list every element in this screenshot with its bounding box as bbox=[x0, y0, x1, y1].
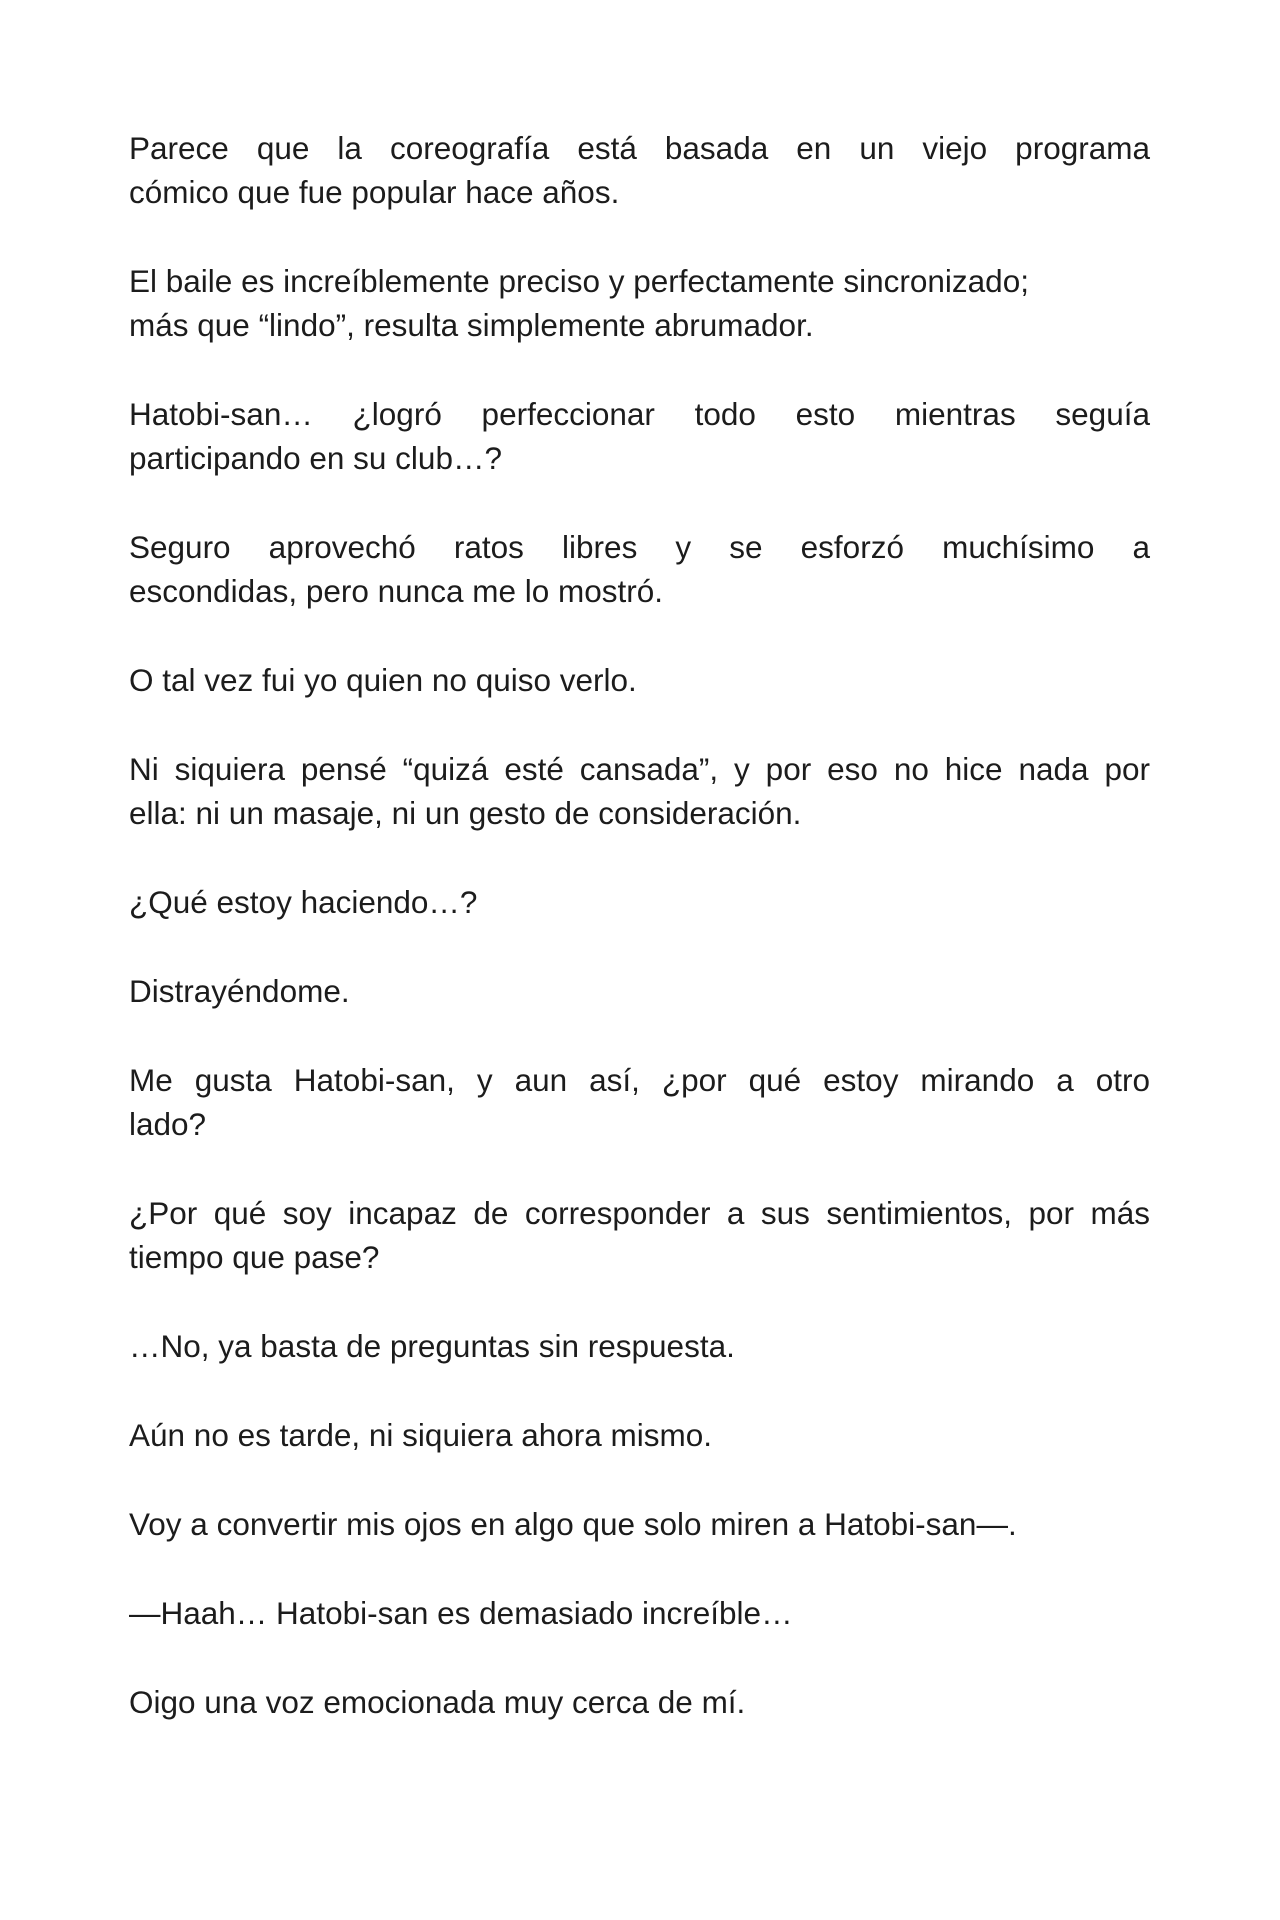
text-line: ¿Qué estoy haciendo…? bbox=[129, 884, 478, 920]
text-line: O tal vez fui yo quien no quiso verlo. bbox=[129, 662, 637, 698]
paragraph-3 bbox=[129, 392, 1150, 480]
text-line: lado? bbox=[129, 1106, 207, 1142]
text-line: más que “lindo”, resulta simplemente abrumador. bbox=[129, 307, 814, 343]
paragraph-5 bbox=[129, 658, 1150, 702]
text-line: —Haah… Hatobi-san es demasiado increíble… bbox=[129, 1595, 793, 1631]
paragraph-2 bbox=[129, 259, 1150, 347]
text-line: Seguro aprovechó ratos libres y se esforzó muchísimo a bbox=[129, 529, 1150, 565]
paragraph-9 bbox=[129, 1058, 1150, 1146]
paragraph-12 bbox=[129, 1413, 1150, 1457]
paragraph-10 bbox=[129, 1191, 1150, 1279]
text-line: …No, ya basta de preguntas sin respuesta. bbox=[129, 1328, 735, 1364]
text-line: Aún no es tarde, ni siquiera ahora mismo. bbox=[129, 1417, 713, 1453]
text-line: El baile es increíblemente preciso y perfectamente sincronizado; bbox=[129, 263, 1029, 299]
paragraph-4 bbox=[129, 525, 1150, 613]
paragraph-1 bbox=[129, 126, 1150, 214]
text-line: Parece que la coreografía está basada en un viejo programa bbox=[129, 130, 1150, 166]
paragraph-14 bbox=[129, 1591, 1150, 1635]
text-line: Voy a convertir mis ojos en algo que solo miren a Hatobi-san—. bbox=[129, 1506, 1017, 1542]
paragraph-11 bbox=[129, 1324, 1150, 1368]
text-line: Ni siquiera pensé “quizá esté cansada”, y por eso no hice nada por bbox=[129, 751, 1150, 787]
paragraph-8 bbox=[129, 969, 1150, 1013]
text-line: escondidas, pero nunca me lo mostró. bbox=[129, 573, 664, 609]
document-page bbox=[129, 126, 1150, 1769]
paragraph-7 bbox=[129, 880, 1150, 924]
paragraph-6 bbox=[129, 747, 1150, 835]
paragraph-15 bbox=[129, 1680, 1150, 1724]
text-line: ella: ni un masaje, ni un gesto de consideración. bbox=[129, 795, 802, 831]
text-line: cómico que fue popular hace años. bbox=[129, 174, 620, 210]
text-line: participando en su club…? bbox=[129, 440, 502, 476]
text-line: ¿Por qué soy incapaz de corresponder a sus sentimientos, por más bbox=[129, 1195, 1150, 1231]
text-line: Me gusta Hatobi-san, y aun así, ¿por qué estoy mirando a otro bbox=[129, 1062, 1150, 1098]
text-line: Oigo una voz emocionada muy cerca de mí. bbox=[129, 1684, 746, 1720]
paragraph-13 bbox=[129, 1502, 1150, 1546]
text-line: Distrayéndome. bbox=[129, 973, 350, 1009]
text-line: Hatobi-san… ¿logró perfeccionar todo esto mientras seguía bbox=[129, 396, 1150, 432]
text-line: tiempo que pase? bbox=[129, 1239, 380, 1275]
